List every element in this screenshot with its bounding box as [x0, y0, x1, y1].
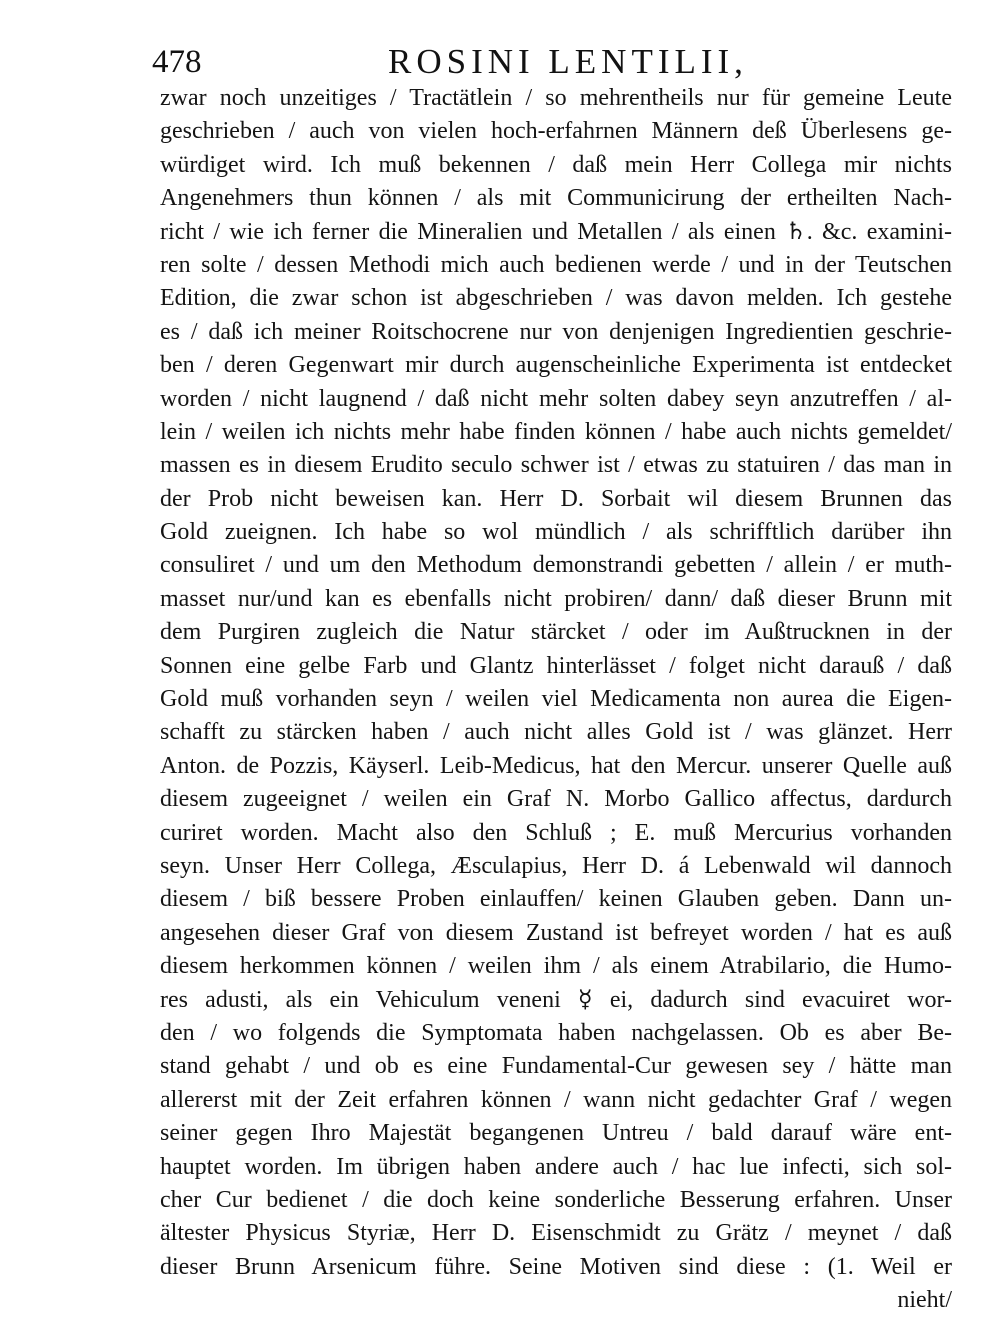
text-line: der Prob nicht beweisen kan. Herr D. Sorbait wil diesem Brunnen das — [160, 485, 952, 512]
text-line: zwar noch unzeitiges / Tractätlein / so mehrentheils nur für gemeine Leute — [160, 85, 952, 111]
text-line: res adusti, als ein Vehiculum veneni ☿ ei, dadurch sind evacuiret wor- — [160, 986, 952, 1013]
text-line: consuliret / und um den Methodum demonstrandi gebetten / allein / er muth- — [160, 552, 952, 579]
page-number: 478 — [152, 44, 202, 80]
text-line: dem Purgiren zugleich die Natur stärcket / oder im Außtrucknen in der — [160, 619, 952, 646]
text-line: hauptet worden. Im übrigen haben andere auch / hac lue infecti, sich sol- — [160, 1153, 952, 1180]
text-line: diesem / biß bessere Proben einlauffen/ keinen Glauben geben. Dann un- — [160, 886, 952, 913]
text-line: Anton. de Pozzis, Käyserl. Leib-Medicus, hat den Mercur. unserer Quelle auß — [160, 752, 952, 779]
text-line: Gold muß vorhanden seyn / weilen viel Medicamenta non aurea die Eigen- — [160, 686, 952, 713]
text-line: diesem zugeeignet / weilen ein Graf N. Morbo Gallico affectus, dardurch — [160, 786, 952, 813]
text-line: Edition, die zwar schon ist abgeschrieben / was davon melden. Ich gestehe — [160, 285, 952, 312]
text-line: würdiget wird. Ich muß bekennen / daß mein Herr Collega mir nichts — [160, 151, 952, 178]
text-line: allererst mit der Zeit erfahren können / wann nicht gedachter Graf / wegen — [160, 1086, 952, 1113]
text-line: dieser Brunn Arsenicum führe. Seine Motiven sind diese : (1. Weil er — [160, 1253, 952, 1280]
text-line: nieht/ — [897, 1287, 952, 1314]
text-line: ben / deren Gegenwart mir durch augenscheinliche Experimenta ist entdecket — [160, 352, 952, 379]
text-line: curiret worden. Macht also den Schluß ; E. muß Mercurius vorhanden — [160, 819, 952, 846]
text-line: Angenehmers thun können / als mit Communicirung der ertheilten Nach- — [160, 185, 952, 212]
text-line: seyn. Unser Herr Collega, Æsculapius, Herr D. á Lebenwald wil dannoch — [160, 852, 952, 879]
running-head: ROSINI LENTILII, — [388, 42, 748, 81]
text-line: massen es in diesem Erudito seculo schwer ist / etwas zu statuiren / das man in — [160, 452, 952, 479]
text-line: lein / weilen ich nichts mehr habe finden können / habe auch nichts gemeldet/ — [160, 418, 952, 445]
text-line: ältester Physicus Styriæ, Herr D. Eisenschmidt zu Grätz / meynet / daß — [160, 1220, 952, 1247]
text-line: ren solte / dessen Methodi mich auch bedienen werde / und in der Teutschen — [160, 251, 952, 278]
text-line: es / daß ich meiner Roitschocrene nur von denjenigen Ingredientien geschrie- — [160, 318, 952, 345]
text-line: cher Cur bedienet / die doch keine sonderliche Besserung erfahren. Unser — [160, 1186, 952, 1213]
text-line: stand gehabt / und ob es eine Fundamental-Cur gewesen sey / hätte man — [160, 1053, 952, 1080]
text-line: worden / nicht laugnend / daß nicht mehr solten dabey seyn anzutreffen / al- — [160, 385, 952, 412]
body-text — [160, 82, 952, 1317]
text-line: diesem herkommen können / weilen ihm / als einem Atrabilario, die Humo- — [160, 953, 952, 980]
text-line: schafft zu stärcken haben / auch nicht alles Gold ist / was glänzet. Herr — [160, 719, 952, 746]
text-line: richt / wie ich ferner die Mineralien und Metallen / als einen ♄. &c. examini- — [160, 218, 952, 245]
text-line: den / wo folgends die Symptomata haben nachgelassen. Ob es aber Be- — [160, 1019, 952, 1046]
page-header — [152, 38, 952, 88]
text-line: seiner gegen Ihro Majestät begangenen Untreu / bald darauf wäre ent- — [160, 1120, 952, 1147]
text-line: Sonnen eine gelbe Farb und Glantz hinterlässet / folget nicht darauß / daß — [160, 652, 952, 679]
text-line: Gold zueignen. Ich habe so wol mündlich / als schrifftlich darüber ihn — [160, 519, 952, 546]
text-line: geschrieben / auch von vielen hoch-erfahrnen Männern deß Überlesens ge- — [160, 118, 952, 145]
text-line: angesehen dieser Graf von diesem Zustand ist befreyet worden / hat es auß — [160, 919, 952, 946]
text-line: masset nur/und kan es ebenfalls nicht probiren/ dann/ daß dieser Brunn mit — [160, 585, 952, 612]
